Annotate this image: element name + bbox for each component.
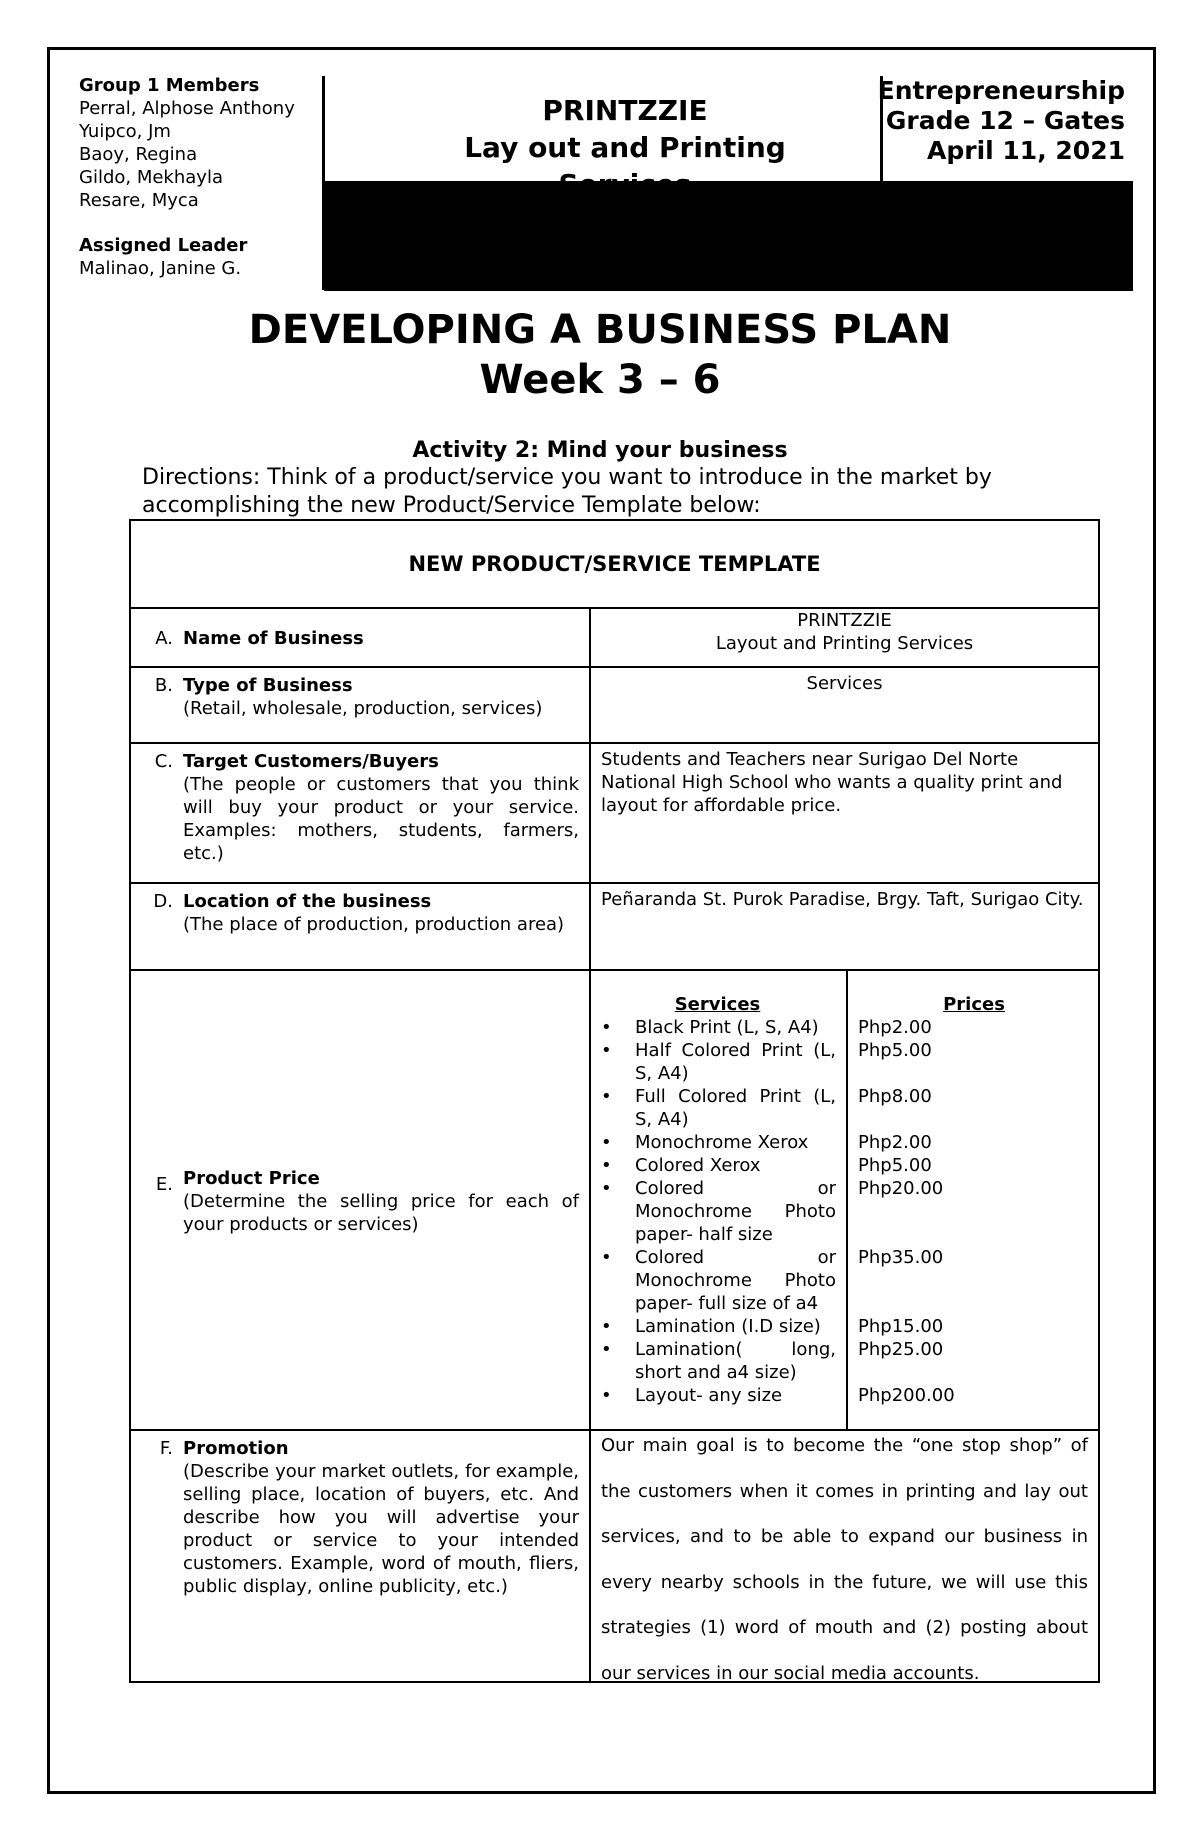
row-letter: C. (154, 751, 173, 772)
brand-tagline: Lay out and Printing (464, 131, 786, 164)
page-title (0, 305, 1200, 405)
row-product-price (131, 969, 1098, 1429)
services-column (591, 971, 848, 1429)
promotion-value: Our main goal is to become the “one stop shop” of the customers when it comes in printing and lay out services, and to be able to expand our business in every nearby schools in the future, we will use this strategies (1) word of mouth and (2) posting about our services in our social media accounts. (601, 1435, 1088, 1684)
prices-column (848, 971, 1098, 1429)
subject-info (870, 76, 1125, 166)
row-location (131, 882, 1098, 969)
row-type-of-business (131, 666, 1098, 742)
service-item: • Lamination( long, short and a4 size) (601, 1339, 836, 1383)
leader-label: Assigned Leader (79, 235, 248, 256)
row-description: (The people or customers that you think will buy your product or your service. Examples: mothers, students, farmers, etc.) (183, 774, 579, 864)
row-target-customers (131, 742, 1098, 882)
row-description: (Determine the selling price for each of your products or services) (183, 1190, 579, 1235)
member-name: Perral, Alphose Anthony (79, 98, 295, 119)
business-brand (340, 92, 910, 166)
business-type-value: Services (806, 673, 883, 694)
price-value: Php8.00 (858, 1086, 932, 1107)
service-item: • Black Print (L, S, A4) (601, 1017, 819, 1038)
member-name: Gildo, Mekhayla (79, 167, 223, 188)
price-value: Php20.00 (858, 1178, 944, 1199)
row-letter: F. (159, 1438, 173, 1459)
location-value: Peñaranda St. Purok Paradise, Brgy. Taft, Surigao City. (601, 889, 1084, 910)
row-promotion (131, 1429, 1098, 1684)
member-name: Yuipco, Jm (79, 121, 171, 142)
price-value: Php5.00 (858, 1155, 932, 1176)
row-letter: A. (155, 628, 173, 649)
grade-section: Grade 12 – Gates (885, 106, 1125, 135)
brand-name: PRINTZZIE (542, 94, 708, 127)
group-members (79, 74, 319, 280)
black-banner (324, 181, 1133, 291)
row-label: Name of Business (183, 628, 364, 649)
member-name: Resare, Myca (79, 190, 199, 211)
leader-name: Malinao, Janine G. (79, 258, 242, 279)
service-item: • Colored or Monochrome Photo paper- full size of a4 (601, 1247, 836, 1314)
row-description: (Describe your market outlets, for example, selling place, location of buyers, etc. And describe how you will advertise your product or service to your intended customers. Example, word of mouth, fliers, public display, online publicity, etc.) (183, 1461, 579, 1597)
price-value: Php2.00 (858, 1017, 932, 1038)
service-item: • Lamination (I.D size) (601, 1316, 821, 1337)
price-value: Php35.00 (858, 1247, 944, 1268)
prices-header: Prices (943, 994, 1005, 1015)
row-letter: D. (153, 891, 173, 912)
price-value: Php15.00 (858, 1316, 944, 1337)
row-description: (The place of production, production area) (183, 914, 565, 935)
row-description: (Retail, wholesale, production, services) (183, 698, 543, 719)
row-label: Promotion (183, 1438, 289, 1459)
activity-heading: Activity 2: Mind your business (412, 438, 788, 463)
members-label: Group 1 Members (79, 75, 260, 96)
date: April 11, 2021 (927, 136, 1125, 165)
row-letter: E. (155, 1174, 173, 1195)
member-name: Baoy, Regina (79, 144, 198, 165)
template-title: NEW PRODUCT/SERVICE TEMPLATE (408, 552, 821, 576)
service-item: • Monochrome Xerox (601, 1132, 809, 1153)
directions-text: Directions: Think of a product/service you want to introduce in the market by accomplishing the new Product/Service Template below: (142, 465, 992, 518)
price-value: Php5.00 (858, 1040, 932, 1061)
title-week: Week 3 – 6 (479, 357, 721, 403)
row-label: Type of Business (183, 675, 353, 696)
price-value: Php25.00 (858, 1339, 944, 1360)
price-value: Php200.00 (858, 1385, 955, 1406)
target-customers-value: Students and Teachers near Surigao Del Norte National High School who wants a quality print and layout for affordable price. (601, 749, 1063, 816)
service-item: • Colored Xerox (601, 1155, 761, 1176)
row-name-of-business (131, 607, 1098, 666)
subject-name: Entrepreneurship (877, 76, 1125, 105)
service-item: • Colored or Monochrome Photo paper- half size (601, 1178, 836, 1245)
price-value: Php2.00 (858, 1132, 932, 1153)
row-label: Target Customers/Buyers (183, 751, 439, 772)
row-label: Product Price (183, 1167, 320, 1189)
services-header: Services (674, 994, 761, 1015)
service-item: • Layout- any size (601, 1385, 783, 1406)
business-subtitle-value: Layout and Printing Services (715, 633, 974, 654)
service-item: • Half Colored Print (L, S, A4) (601, 1040, 836, 1084)
service-item: • Full Colored Print (L, S, A4) (601, 1086, 836, 1130)
title-main: DEVELOPING A BUSINESS PLAN (248, 307, 952, 353)
row-letter: B. (154, 675, 173, 696)
row-label: Location of the business (183, 891, 432, 912)
product-service-template (129, 519, 1100, 1683)
business-name-value: PRINTZZIE (797, 610, 892, 631)
